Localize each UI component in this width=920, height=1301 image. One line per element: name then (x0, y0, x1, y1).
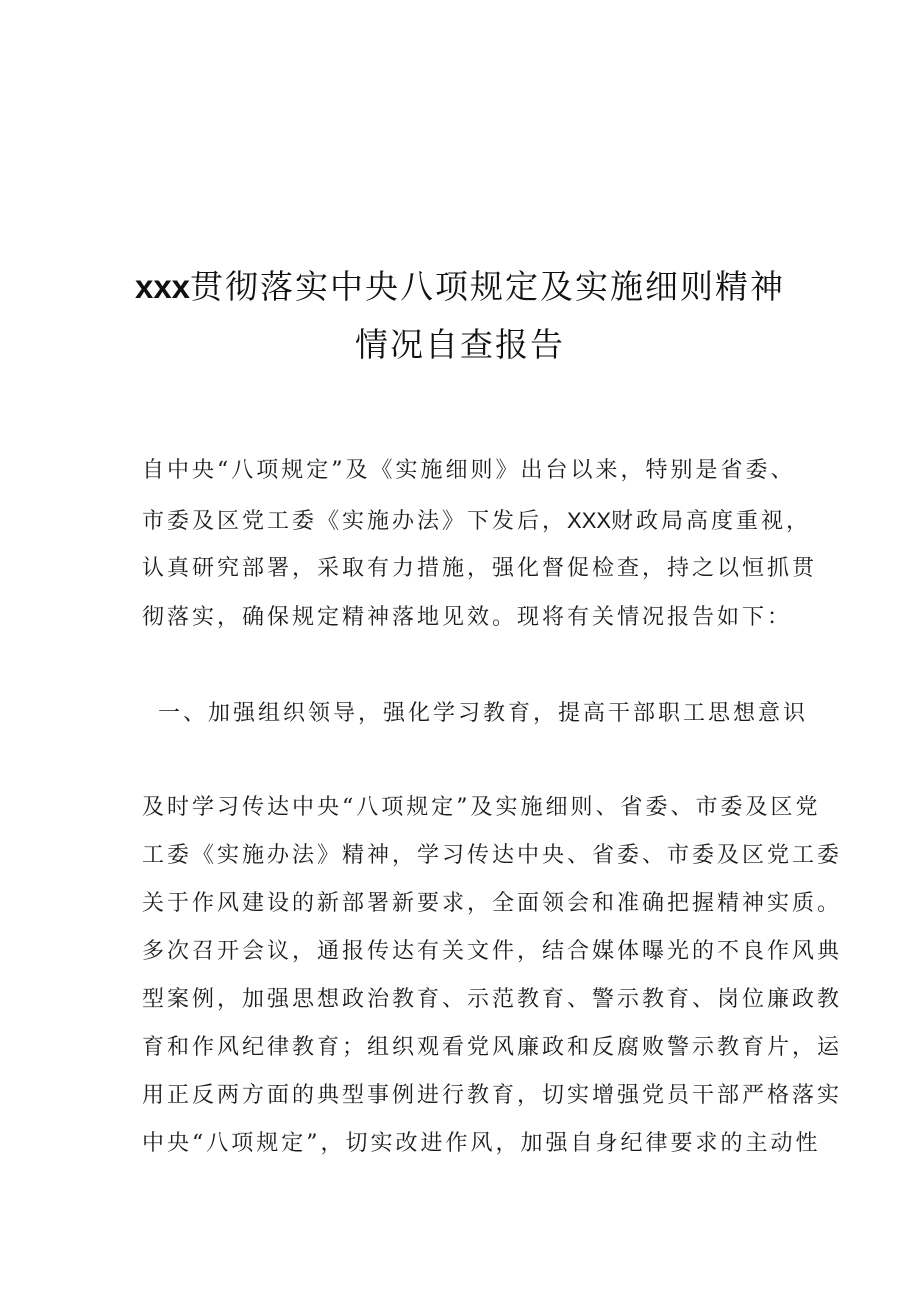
intro-line-part: 财政局高度重视， (611, 509, 812, 534)
body-line: 用正反两方面的典型事例进行教育，切实增强党员干部严格落实 (142, 1083, 843, 1108)
intro-line-part: 市委及区党工委《实施办法》下发后， (142, 509, 568, 534)
document-title-line-1 (100, 267, 820, 306)
intro-line: 彻落实，确保规定精神落地见效。现将有关情况报告如下： (142, 605, 793, 630)
title-prefix: xxx (134, 268, 191, 305)
title-text: 贯彻落实中央八项规定及实施细则精神 (190, 267, 786, 306)
body-line: 及时学习传达中央“八项规定”及实施细则、省委、市委及区党 (142, 795, 821, 820)
intro-line (142, 510, 811, 533)
body-line: 中央“八项规定”，切实改进作风，加强自身纪律要求的主动性 (142, 1131, 821, 1156)
body-line: 育和作风纪律教育；组织观看党风廉政和反腐败警示教育片，运 (142, 1035, 843, 1060)
intro-line-org: XXX (567, 508, 612, 533)
body-line: 多次召开会议，通报传达有关文件，结合媒体曝光的不良作风典 (142, 939, 843, 964)
section-heading: 一、加强组织领导，强化学习教育，提高干部职工思想意识 (158, 701, 809, 726)
document-title-line-2: 情况自查报告 (355, 325, 565, 364)
body-line: 关于作风建设的新部署新要求，全面领会和准确把握精神实质。 (142, 891, 843, 916)
body-line: 工委《实施办法》精神，学习传达中央、省委、市委及区党工委 (142, 843, 843, 868)
body-line: 型案例，加强思想政治教育、示范教育、警示教育、岗位廉政教 (142, 987, 843, 1012)
intro-line: 自中央“八项规定”及《实施细则》出台以来，特别是省委、 (142, 458, 796, 483)
intro-line: 认真研究部署，采取有力措施，强化督促检查，持之以恒抓贯 (142, 556, 818, 581)
